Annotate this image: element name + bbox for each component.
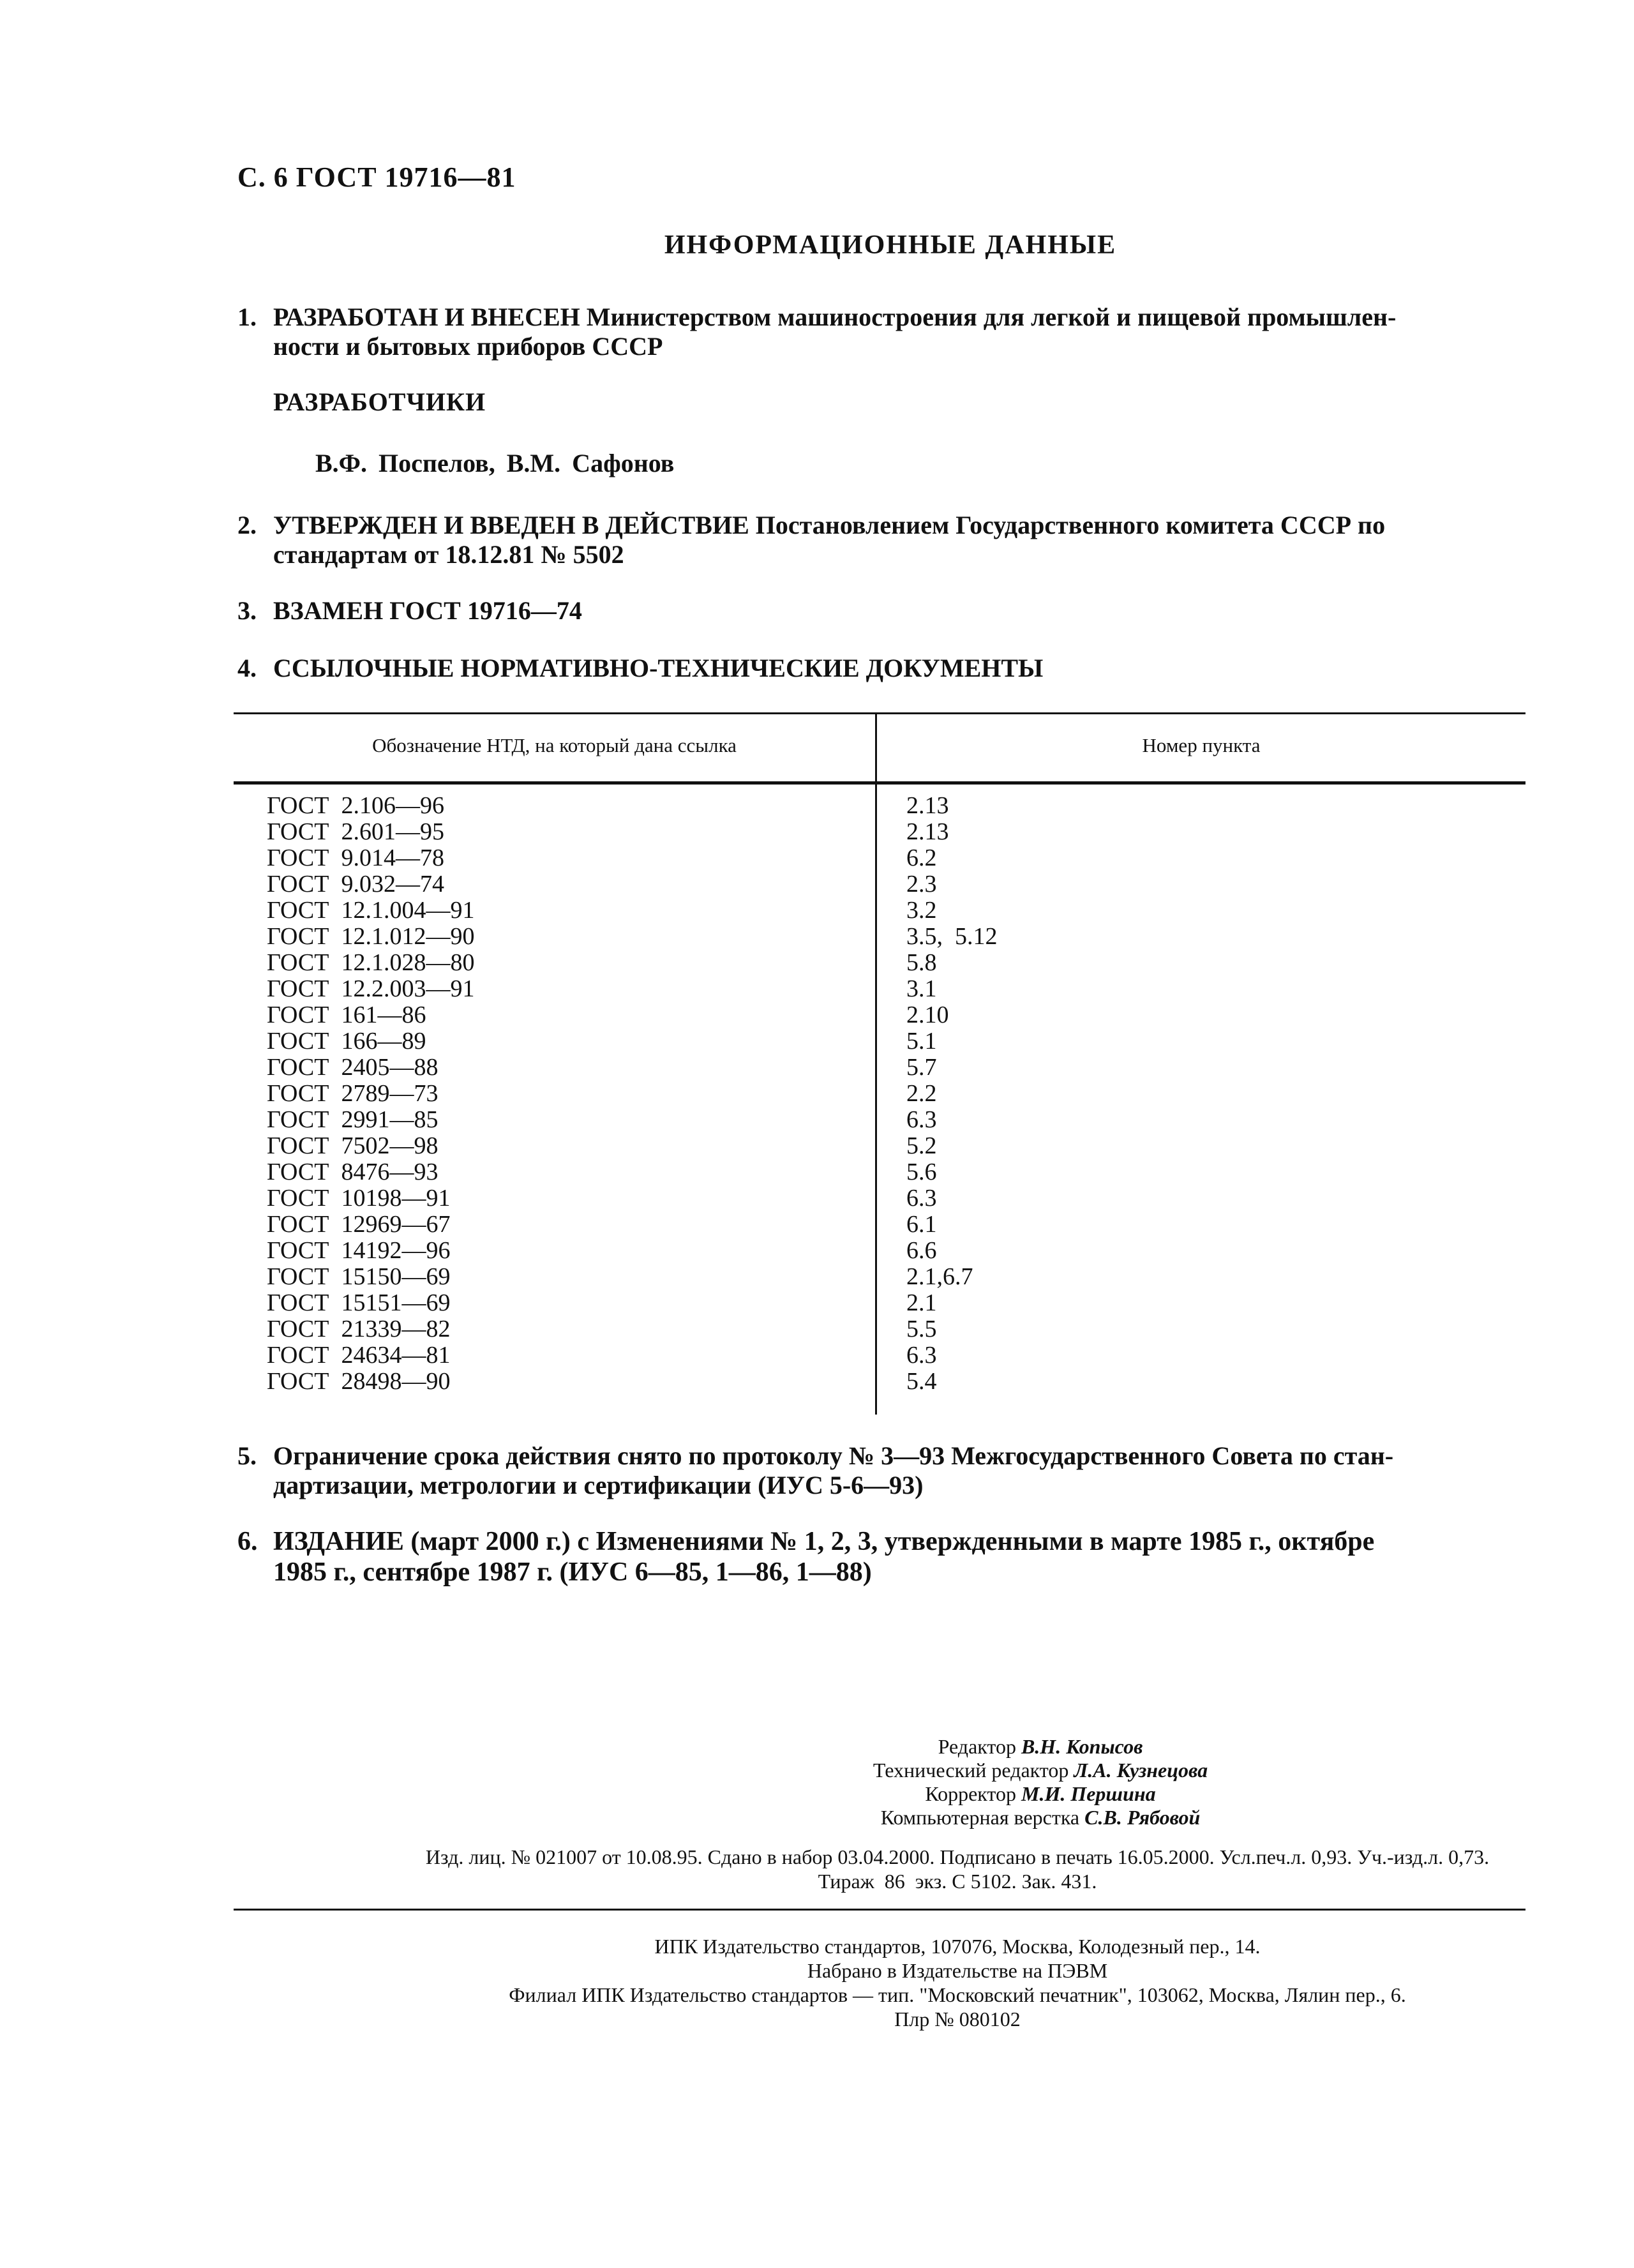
table-cell-clause: 6.3 (906, 1185, 937, 1212)
table-cell-clause: 5.2 (906, 1132, 937, 1159)
credit-layout-label: Компьютерная верстка (880, 1806, 1080, 1829)
item-5-line1: Ограничение срока действия снято по протоколу № 3—93 Межгосударственного Совета по стан- (273, 1441, 1394, 1470)
table-header-clause: Номер пункта (1142, 734, 1261, 756)
table-cell-clause: 2.3 (906, 871, 937, 897)
table-cell-clause: 6.6 (906, 1237, 937, 1264)
item-1-number: 1. (237, 303, 257, 331)
page-header: С. 6 ГОСТ 19716—81 (237, 161, 516, 193)
item-4-text: ССЫЛОЧНЫЕ НОРМАТИВНО-ТЕХНИЧЕСКИЕ ДОКУМЕНТЫ (273, 654, 1044, 682)
publication-info (0, 1845, 1634, 1893)
item-6 (237, 1527, 1540, 1591)
item-3 (237, 596, 1540, 628)
table-cell-designation: ГОСТ 12969—67 (267, 1211, 451, 1238)
table-cell-designation: ГОСТ 15151—69 (267, 1289, 451, 1316)
item-3-text: ВЗАМЕН ГОСТ 19716—74 (273, 596, 582, 625)
table-cell-designation: ГОСТ 9.014—78 (267, 845, 444, 871)
table-column-clauses (906, 793, 998, 1395)
table-cell-clause: 6.3 (906, 1106, 937, 1133)
credit-corrector-name: М.И. Першина (1021, 1782, 1156, 1805)
table-cell-designation: ГОСТ 166—89 (267, 1028, 426, 1055)
table-cell-clause: 2.1,6.7 (906, 1263, 973, 1290)
table-cell-designation: ГОСТ 21339—82 (267, 1316, 451, 1342)
table-cell-clause: 6.1 (906, 1211, 937, 1238)
table-cell-clause: 5.4 (906, 1368, 937, 1395)
table-cell-clause: 2.13 (906, 818, 949, 845)
table-cell-clause: 3.1 (906, 975, 937, 1002)
table-cell-designation: ГОСТ 2405—88 (267, 1054, 438, 1081)
credits (0, 1735, 1634, 1829)
table-cell-clause: 5.7 (906, 1054, 937, 1081)
table-cell-designation: ГОСТ 28498—90 (267, 1368, 451, 1395)
credit-tech-label: Технический редактор (873, 1759, 1069, 1782)
table-header-designation: Обозначение НТД, на который дана ссылка (372, 734, 737, 756)
table-cell-designation: ГОСТ 2.601—95 (267, 818, 444, 845)
item-6-number: 6. (237, 1527, 258, 1556)
table-cell-designation: ГОСТ 9.032—74 (267, 871, 444, 897)
table-cell-designation: ГОСТ 2991—85 (267, 1106, 438, 1133)
credit-tech-editor (447, 1759, 1634, 1782)
credit-editor-label: Редактор (938, 1735, 1016, 1758)
table-top-rule (234, 712, 1525, 714)
table-cell-designation: ГОСТ 15150—69 (267, 1263, 451, 1290)
table-cell-designation: ГОСТ 2789—73 (267, 1080, 438, 1107)
table-cell-designation: ГОСТ 12.1.012—90 (267, 923, 475, 950)
table-cell-designation: ГОСТ 7502—98 (267, 1132, 438, 1159)
page-title: ИНФОРМАЦИОННЫЕ ДАННЫЕ (664, 230, 1117, 260)
table-cell-designation: ГОСТ 8476—93 (267, 1159, 438, 1185)
imprint-line-1: ИПК Издательство стандартов, 107076, Москва, Колодезный пер., 14. (654, 1935, 1261, 1958)
item-4-number: 4. (237, 654, 257, 682)
table-cell-clause: 2.2 (906, 1080, 937, 1107)
table-cell-clause: 5.8 (906, 949, 937, 976)
developers-names: В.Ф. Поспелов, В.М. Сафонов (315, 449, 675, 477)
table-cell-clause: 3.5, 5.12 (906, 923, 998, 950)
item-2-line2: стандартам от 18.12.81 № 5502 (273, 540, 624, 569)
publication-line-2: Тираж 86 экз. С 5102. Зак. 431. (818, 1870, 1097, 1893)
imprint-line-3: Филиал ИПК Издательство стандартов — тип. "Московский печатник", 103062, Москва, Лялин пер., 6. (509, 1983, 1406, 2006)
table-cell-clause: 5.6 (906, 1159, 937, 1185)
table-cell-designation: ГОСТ 10198—91 (267, 1185, 451, 1212)
item-5 (237, 1441, 1540, 1505)
item-1-line2: ности и бытовых приборов СССР (273, 332, 663, 361)
table-cell-designation: ГОСТ 14192—96 (267, 1237, 451, 1264)
publication-line-1: Изд. лиц. № 021007 от 10.08.95. Сдано в набор 03.04.2000. Подписано в печать 16.05.2000. Усл.печ.л. 0,93. Уч.-изд.л. 0,73. (425, 1845, 1490, 1868)
table-cell-clause: 6.3 (906, 1342, 937, 1369)
table-cell-clause: 5.5 (906, 1316, 937, 1342)
table-cell-clause: 2.1 (906, 1289, 937, 1316)
credit-layout (447, 1806, 1634, 1829)
credit-editor-name: В.Н. Копысов (1021, 1735, 1143, 1758)
table-cell-clause: 6.2 (906, 845, 937, 871)
item-6-line1: ИЗДАНИЕ (март 2000 г.) с Изменениями № 1, 2, 3, утвержденными в марте 1985 г., октябре (273, 1527, 1375, 1556)
table-cell-designation: ГОСТ 12.1.004—91 (267, 897, 475, 924)
item-1-line1: РАЗРАБОТАН И ВНЕСЕН Министерством машиностроения для легкой и пищевой промышлен- (273, 303, 1397, 331)
imprint-line-4: Плр № 080102 (894, 2008, 1021, 2031)
table-cell-clause: 2.13 (906, 792, 949, 819)
imprint (0, 1934, 1634, 2031)
imprint-line-2: Набрано в Издательстве на ПЭВМ (807, 1959, 1108, 1982)
credit-layout-name: С.В. Рябовой (1084, 1806, 1201, 1829)
table-cell-designation: ГОСТ 24634—81 (267, 1342, 451, 1369)
credit-corrector-label: Корректор (925, 1782, 1016, 1805)
item-3-number: 3. (237, 596, 257, 625)
table-column-designations (267, 793, 475, 1395)
item-2-number: 2. (237, 511, 257, 539)
item-6-line2: 1985 г., сентябре 1987 г. (ИУС 6—85, 1—86, 1—88) (273, 1558, 872, 1587)
item-2 (237, 511, 1540, 575)
table-cell-designation: ГОСТ 161—86 (267, 1002, 426, 1028)
table-column-divider (875, 712, 877, 1415)
table-cell-clause: 2.10 (906, 1002, 949, 1028)
item-2-line1: УТВЕРЖДЕН И ВВЕДЕН В ДЕЙСТВИЕ Постановлением Государственного комитета СССР по (273, 511, 1386, 539)
item-4 (237, 654, 1540, 686)
credit-tech-name: Л.А. Кузнецова (1074, 1759, 1208, 1782)
table-cell-designation: ГОСТ 12.2.003—91 (267, 975, 475, 1002)
table-cell-designation: ГОСТ 12.1.028—80 (267, 949, 475, 976)
imprint-rule (234, 1909, 1525, 1911)
table-header-rule (234, 781, 1525, 785)
table-cell-clause: 5.1 (906, 1028, 937, 1055)
credit-editor (447, 1735, 1634, 1759)
developers-label: РАЗРАБОТЧИКИ (273, 387, 486, 416)
item-5-line2: дартизации, метрологии и сертификации (ИУС 5-6—93) (273, 1471, 924, 1499)
item-5-number: 5. (237, 1441, 257, 1470)
item-1 (237, 303, 1540, 366)
credit-corrector (447, 1782, 1634, 1806)
table-cell-clause: 3.2 (906, 897, 937, 924)
table-cell-designation: ГОСТ 2.106—96 (267, 792, 444, 819)
